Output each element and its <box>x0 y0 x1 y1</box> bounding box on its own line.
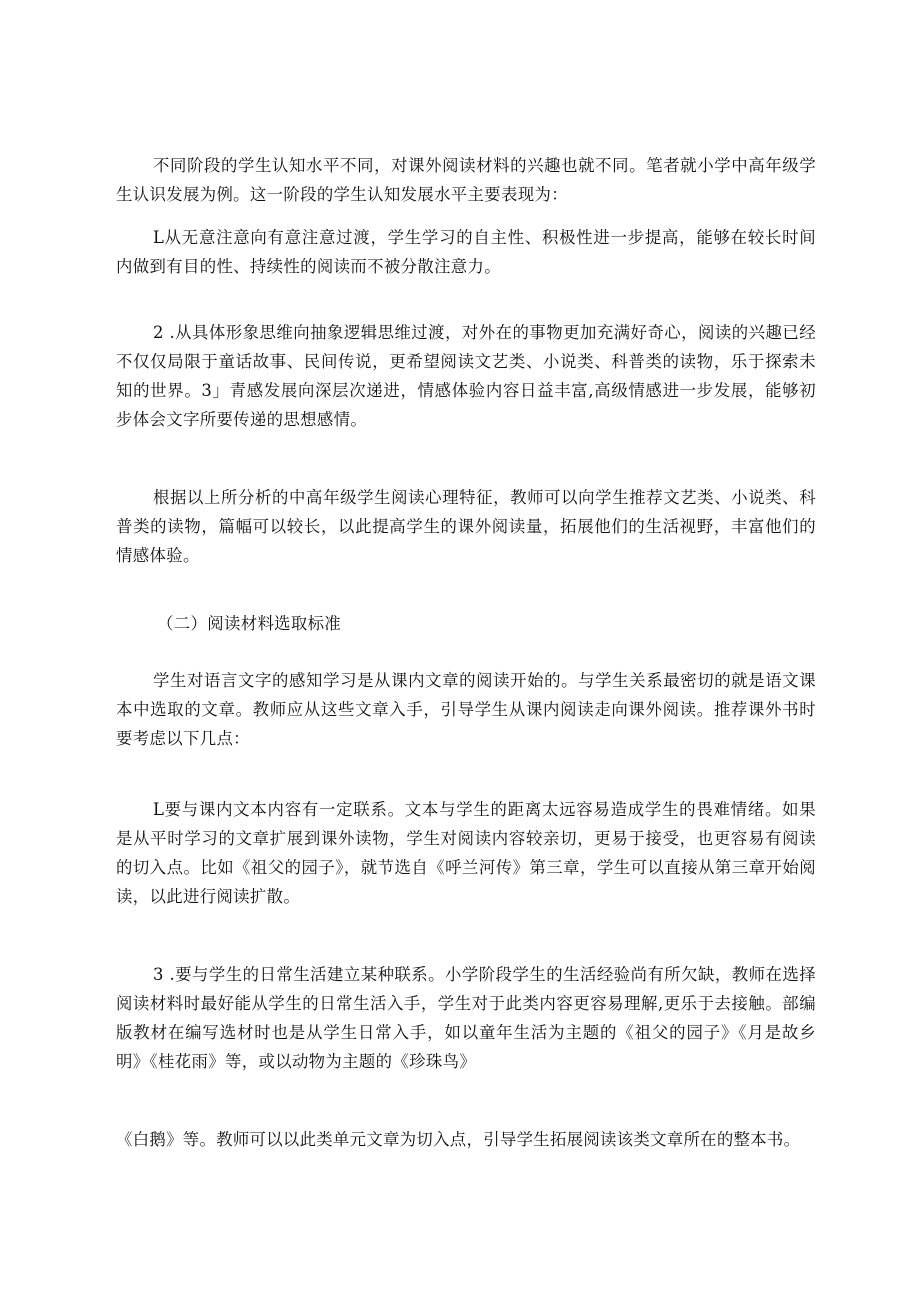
paragraph-criterion-3: 3 .要与学生的日常生活建立某种联系。小学阶段学生的生活经验尚有所欠缺，教师在选择阅读材料时最好能从学生的日常生活入手，学生对于此类内容更容易理解,更乐于去接触。部编版教材在编写选材时也是从学生日常入手，如以童年生活为主题的《祖父的园子》《月是故乡明》《桂花雨》等，或以动物为主题的《珍珠鸟》 <box>116 965 816 1071</box>
paragraph-point-2-thinking: 2 .从具体形象思维向抽象逻辑思维过渡，对外在的事物更加充满好奇心，阅读的兴趣已经不仅仅局限于童话故事、民间传说，更希望阅读文艺类、小说类、科普类的读物，乐于探索未知的世界。3」青感发展向深层次递进，情感体验内容日益丰富,高级情感进一步发展，能够初步体会文字所要传递的思想感情。 <box>116 323 816 429</box>
section-heading: （二）阅读材料选取标准 <box>157 614 342 633</box>
paragraph-cognitive-intro: 不同阶段的学生认知水平不同，对课外阅读材料的兴趣也就不同。笔者就小学中高年级学生认识发展为例。这一阶段的学生认知发展水平主要表现为： <box>116 156 816 204</box>
paragraph-criteria-intro: 学生对语言文字的感知学习是从课内文章的阅读开始的。与学生关系最密切的就是语文课本中选取的文章。教师应从这些文章入手，引导学生从课内阅读走向课外阅读。推荐课外书时要考虑以下几点： <box>116 671 816 748</box>
paragraph-point-1-attention: L从无意注意向有意注意过渡，学生学习的自主性、积极性进一步提高，能够在较长时间内做到有目的性、持续性的阅读而不被分散注意力。 <box>116 228 816 276</box>
closing-line: 《白鹅》等。教师可以以此类单元文章为切入点，引导学生拓展阅读该类文章所在的整本书。 <box>116 1130 801 1149</box>
paragraph-criterion-1: L要与课内文本内容有一定联系。文本与学生的距离太远容易造成学生的畏难情绪。如果是从平时学习的文章扩展到课外读物，学生对阅读内容较亲切，更易于接受，也更容易有阅读的切入点。比如《祖父的园子》，就节选自《呼兰河传》第三章，学生可以直接从第三章开始阅读，以此进行阅读扩散。 <box>116 800 816 906</box>
paragraph-recommendation-summary: 根据以上所分析的中高年级学生阅读心理特征，教师可以向学生推荐文艺类、小说类、科普类的读物，篇幅可以较长，以此提高学生的课外阅读量，拓展他们的生活视野，丰富他们的情感体验。 <box>116 488 816 565</box>
